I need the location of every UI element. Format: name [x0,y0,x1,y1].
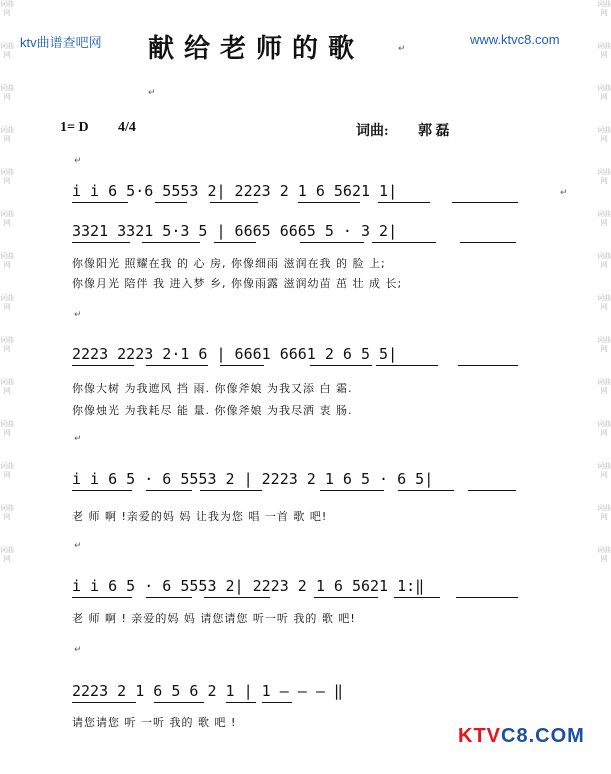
credit-name: 郭 磊 [418,124,450,139]
underline [300,242,364,243]
underline [468,490,516,491]
underline [376,365,438,366]
underline [378,202,430,203]
underline [72,702,136,703]
lyrics-line: 老 师 啊 ! 亲爱的妈 妈 请您请您 听一听 我的 歌 吧! [72,612,356,625]
underline [460,242,516,243]
lyrics-line: 老 师 啊 !亲爱的妈 妈 让我为您 唱 一首 歌 吧! [72,510,328,523]
score-notes-row-2: 3321 3321 5·3 5 | 6665 6665 5 · 3 2| [72,222,398,240]
key-signature: 1= D [60,120,89,135]
para-mark: ↵ [74,156,82,166]
underline [72,365,134,366]
underline [320,490,384,491]
underline [214,242,256,243]
underline [210,202,258,203]
site-logo: KTVC8.COM [458,725,585,747]
underline [146,597,192,598]
underline [310,365,372,366]
site-name-left: ktv曲谱查吧网 [20,35,102,50]
para-mark: ↵ [560,188,568,198]
underline [72,202,128,203]
underline [226,702,256,703]
para-mark: ↵ [398,44,406,54]
lyrics-line: 请您请您 听 一听 我的 歌 吧 ! [72,716,237,729]
underline [204,597,270,598]
underline [72,490,132,491]
underline [155,202,187,203]
underline [398,490,454,491]
score-notes-row-5: i i 6 5 · 6 5553 2| 2223 2 1 6 5621 1:‖ [72,577,425,595]
underline [394,597,440,598]
underline [220,365,264,366]
underline [154,702,204,703]
para-mark: ↵ [74,645,82,655]
underline [456,597,518,598]
site-url-right: www.ktvc8.com [470,32,560,47]
score-notes-row-4: i i 6 5 · 6 5553 2 | 2223 2 1 6 5 · 6 5| [72,470,434,488]
lyrics-line: 你像阳光 照耀在我 的 心 房, 你像细雨 滋润在我 的 脸 上; [72,257,386,270]
score-notes-row-3: 2223 2223 2·1 6 | 6661 6661 2 6 5 5| [72,345,398,363]
para-mark: ↵ [74,434,82,444]
para-mark: ↵ [148,88,156,98]
lyrics-line: 你像大树 为我遮风 挡 雨. 你像斧娘 为我又添 白 霜. [72,382,353,395]
lyrics-line: 你像月光 陪伴 我 进入梦 乡, 你像雨露 滋润幼苗 茁 壮 成 长; [72,277,403,290]
underline [142,242,200,243]
lyrics-line: 你像烛光 为我耗尽 能 量. 你像斧娘 为我尽洒 衷 肠. [72,404,353,417]
underline [72,242,130,243]
underline [146,490,192,491]
underline [314,597,378,598]
score-notes-row-1: i i 6 5·6 5553 2| 2223 2 1 6 5621 1| [72,182,398,200]
credit-label: 词曲: [356,124,389,139]
underline [298,202,360,203]
para-mark: ↵ [74,310,82,320]
score-notes-row-6: 2223 2 1 6 5 6 2 1 | 1 — — — ‖ [72,682,343,700]
song-title: 献给老师的歌 [148,34,365,64]
underline [452,202,518,203]
underline [372,242,436,243]
underline [72,597,132,598]
para-mark: ↵ [74,541,82,551]
side-watermark-left: 词曲网 词曲网 词曲网 词曲网 词曲网 词曲网 词曲网 词曲网 词曲网 词曲网 词曲网 词曲网 词曲网 词曲网 [0,0,14,563]
side-watermark-right: 词曲网 词曲网 词曲网 词曲网 词曲网 词曲网 词曲网 词曲网 词曲网 词曲网 词曲网 词曲网 词曲网 词曲网 [597,0,611,563]
time-signature: 4/4 [118,120,136,135]
underline [262,702,292,703]
underline [146,365,208,366]
underline [458,365,518,366]
underline [200,490,262,491]
